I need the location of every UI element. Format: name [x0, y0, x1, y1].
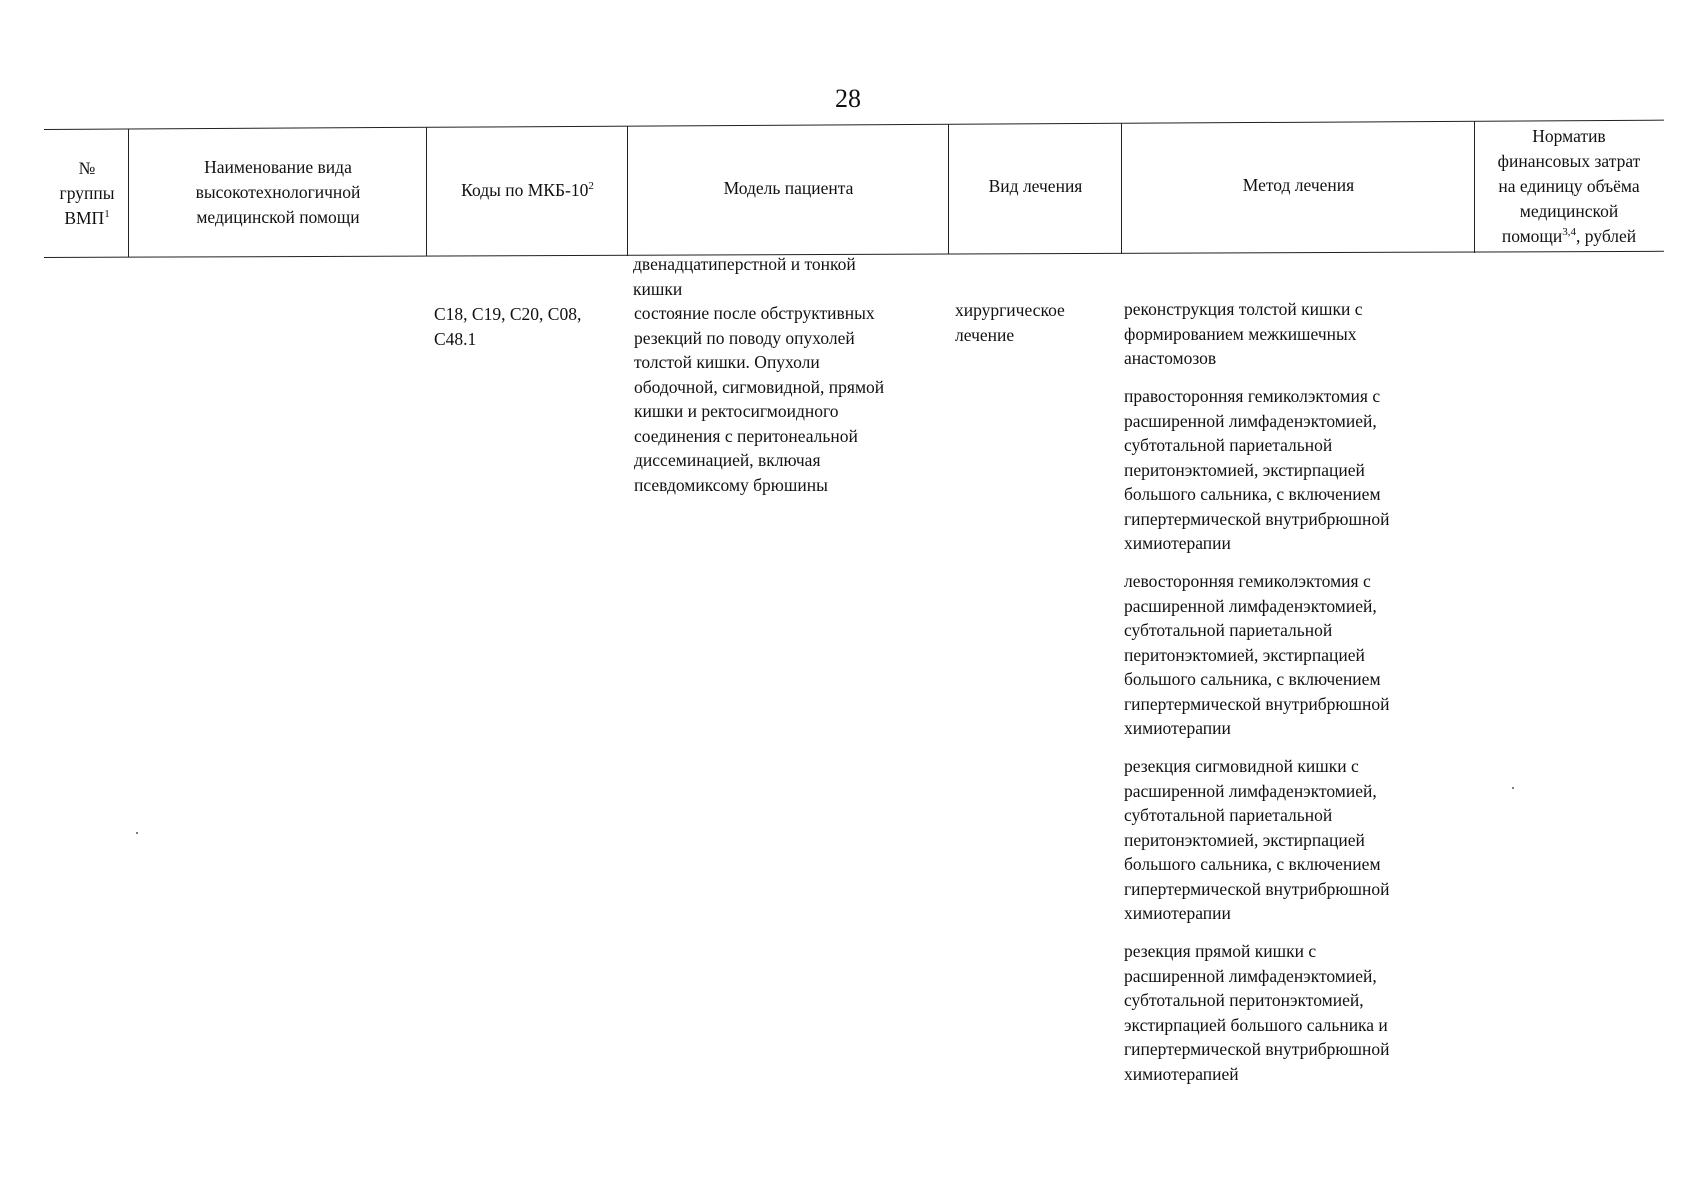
header-cost-standard-line: на единицу объёма — [1498, 175, 1640, 196]
text-line: ободочной, сигмовидной, прямой — [634, 376, 885, 397]
treatment-method-item — [1124, 939, 1474, 1086]
header-patient-model: Модель пациента — [723, 177, 854, 198]
text-line: лечение — [955, 324, 1015, 345]
text-line: экстирпацией большого сальника и — [1124, 1014, 1388, 1035]
treatment-methods-cell — [1124, 297, 1474, 1100]
text-line: большого сальника, с включением — [1124, 669, 1381, 689]
treatment-method-item — [1124, 754, 1474, 926]
column-divider — [627, 126, 628, 256]
header-group-number — [46, 131, 128, 255]
header-cost-standard-line: помощи$^{3,4}$, рублей — [1501, 225, 1637, 246]
text-line: субтотальной париетальной — [1124, 620, 1333, 640]
text-line: перитонэктомией, экстирпацией — [1124, 644, 1365, 665]
column-divider — [1121, 123, 1122, 254]
column-divider — [1474, 121, 1475, 253]
text-line: диссеминацией, включая — [634, 450, 821, 470]
text-line: анастомозов — [1124, 348, 1217, 368]
text-line: резекций по поводу опухолей — [634, 327, 855, 348]
header-care-type-name-line: Наименование вида — [204, 156, 352, 177]
text-line: перитонэктомией, экстирпацией — [1124, 829, 1365, 850]
text-line: резекция прямой кишки с — [1124, 941, 1317, 961]
column-divider — [426, 127, 427, 256]
treatment-type-cell — [955, 298, 1120, 347]
text-line: формированием межкишечных — [1124, 323, 1357, 344]
footnote-ref: 3,4 — [1562, 225, 1577, 238]
text-line: толстой кишки. Опухоли — [634, 352, 820, 372]
text-line: химиотерапии — [1124, 718, 1231, 738]
header-group-number-line: группы — [59, 182, 115, 203]
icd-codes-cell — [434, 302, 624, 351]
text-line: двенадцатиперстной и тонкой — [633, 254, 856, 274]
text-line: левосторонняя гемиколэктомия с — [1124, 571, 1371, 591]
header-group-number-line: № — [78, 157, 96, 178]
patient-model-continuation — [633, 252, 945, 301]
column-divider — [948, 124, 949, 254]
text-line: большого сальника, с включением — [1124, 484, 1381, 504]
text-line: расширенной лимфаденэктомией, — [1124, 780, 1377, 801]
text-line: реконструкция толстой кишки с — [1124, 299, 1363, 319]
text-line: расширенной лимфаденэктомией, — [1124, 410, 1377, 431]
text-line: большого сальника, с включением — [1124, 854, 1381, 874]
text-line: состояние после обструктивных — [634, 303, 875, 323]
treatment-method-item — [1124, 297, 1474, 371]
text-line: субтотальной париетальной — [1124, 805, 1333, 825]
text-line: кишки и ректосигмоидного — [634, 401, 839, 421]
footnote-ref: 2 — [588, 179, 594, 192]
text-line: гипертермической внутрибрюшной — [1124, 693, 1390, 714]
header-treatment-type: Вид лечения — [988, 175, 1083, 196]
header-cost-standard-line: Норматив — [1532, 125, 1606, 146]
header-cost-standard-line: финансовых затрат — [1497, 150, 1641, 171]
page-number: 28 — [835, 84, 861, 113]
text-line: химиотерапии — [1124, 903, 1231, 923]
treatment-method-item — [1124, 569, 1474, 741]
text-line: гипертермической внутрибрюшной — [1124, 1039, 1390, 1059]
footnote-ref: 1 — [104, 207, 110, 220]
text-line: гипертермической внутрибрюшной — [1124, 878, 1390, 899]
text-line: резекция сигмовидной кишки с — [1124, 756, 1359, 776]
header-icd-codes: Коды по МКБ-$10^2$ — [461, 179, 594, 200]
text-line: химиотерапии — [1124, 533, 1231, 553]
text-line: химиотерапией — [1124, 1063, 1239, 1084]
header-cost-standard-line: медицинской — [1519, 200, 1619, 221]
header-care-type-name-line: высокотехнологичной — [195, 181, 361, 202]
text-line: расширенной лимфаденэктомией, — [1124, 965, 1377, 986]
text-line: псевдомиксому брюшины — [634, 474, 828, 495]
text-line: субтотальной перитонэктомией, — [1124, 990, 1364, 1010]
header-care-type-name — [130, 131, 426, 253]
scan-speck — [136, 832, 138, 834]
header-care-type-name-line: медицинской помощи — [196, 206, 360, 227]
text-line: перитонэктомией, экстирпацией — [1124, 459, 1365, 480]
text-line: C18, C19, C20, C08, — [434, 304, 582, 324]
text-line: субтотальной париетальной — [1124, 435, 1333, 455]
column-divider — [128, 129, 129, 257]
text-line: соединения с перитонеальной — [634, 425, 858, 446]
header-treatment-method: Метод лечения — [1242, 174, 1355, 195]
patient-model-cell — [634, 301, 946, 497]
text-line: гипертермической внутрибрюшной — [1124, 508, 1390, 529]
text-line: хирургическое — [955, 300, 1065, 320]
header-cost-standard — [1476, 121, 1662, 251]
text-line: кишки — [633, 278, 683, 299]
text-line: правосторонняя гемиколэктомия с — [1124, 386, 1381, 406]
text-line: расширенной лимфаденэктомией, — [1124, 595, 1377, 616]
header-group-number-line: ВМП$^1$ — [64, 207, 110, 228]
text-line: C48.1 — [434, 328, 477, 349]
treatment-method-item — [1124, 384, 1474, 556]
scan-speck — [1512, 787, 1514, 789]
